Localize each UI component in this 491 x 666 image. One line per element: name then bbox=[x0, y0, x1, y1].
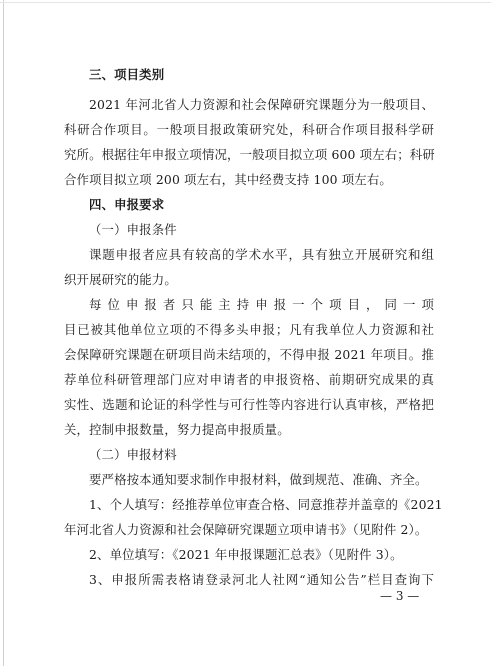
document-body bbox=[64, 62, 443, 592]
section3-paragraph-line: 究所。根据往年申报立项情况，一般项目拟立项 600 项左右；科研 bbox=[64, 147, 435, 162]
section3-paragraph-line: 2021 年河北省人力资源和社会保障研究课题分为一般项目、 bbox=[89, 97, 434, 112]
conditions-paragraph-line: 织开展研究的能力。 bbox=[64, 272, 177, 287]
section4-sub2-heading: （二）申报材料 bbox=[89, 447, 177, 462]
conditions-paragraph-line: 实性、选题和论证的科学性与可行性等内容进行认真审核，严格把 bbox=[64, 397, 434, 412]
page-edge-top bbox=[0, 2, 491, 3]
materials-item-line: 2、单位填写：《2021 年申报课题汇总表》（见附件 3）。 bbox=[89, 547, 403, 562]
conditions-paragraph-line: 目已被其他单位立项的不得多头申报；凡有我单位人力资源和社 bbox=[64, 322, 434, 337]
conditions-paragraph-line: 荐单位科研管理部门应对申请者的申报资格、前期研究成果的真 bbox=[64, 372, 434, 387]
conditions-paragraph-line: 每位申报者只能主持申报一个项目，同一项 bbox=[89, 297, 434, 312]
section3-paragraph-line: 科研合作项目。一般项目报政策研究处，科研合作项目报科学研 bbox=[64, 122, 434, 137]
conditions-paragraph-line: 关，控制申报数量，努力提高申报质量。 bbox=[64, 422, 290, 437]
materials-intro: 要严格按本通知要求制作申报材料，做到规范、准确、齐全。 bbox=[89, 472, 428, 487]
materials-item-line: 年河北省人力资源和社会保障研究课题立项申请书》（见附件 2）。 bbox=[64, 522, 428, 537]
section3-heading: 三、项目类别 bbox=[89, 67, 165, 82]
materials-item-line: 1、个人填写：经推荐单位审查合格、同意推荐并盖章的《2021 bbox=[89, 497, 443, 512]
conditions-paragraph-line: 课题申报者应具有较高的学术水平，具有独立开展研究和组 bbox=[89, 247, 434, 262]
section3-paragraph-line: 合作项目拟立项 200 项左右，其中经费支持 100 项左右。 bbox=[64, 172, 392, 187]
page-edge-left bbox=[3, 0, 4, 666]
conditions-paragraph-line: 会保障研究课题在研项目尚未结项的，不得申报 2021 年项目。推 bbox=[64, 347, 434, 362]
section4-sub1-heading: （一）申报条件 bbox=[89, 222, 177, 237]
page-number: — 3 — bbox=[380, 589, 420, 603]
materials-item-line: 3、申报所需表格请登录河北人社网“通知公告”栏目查询下 bbox=[89, 572, 434, 587]
section4-heading: 四、申报要求 bbox=[89, 197, 165, 212]
